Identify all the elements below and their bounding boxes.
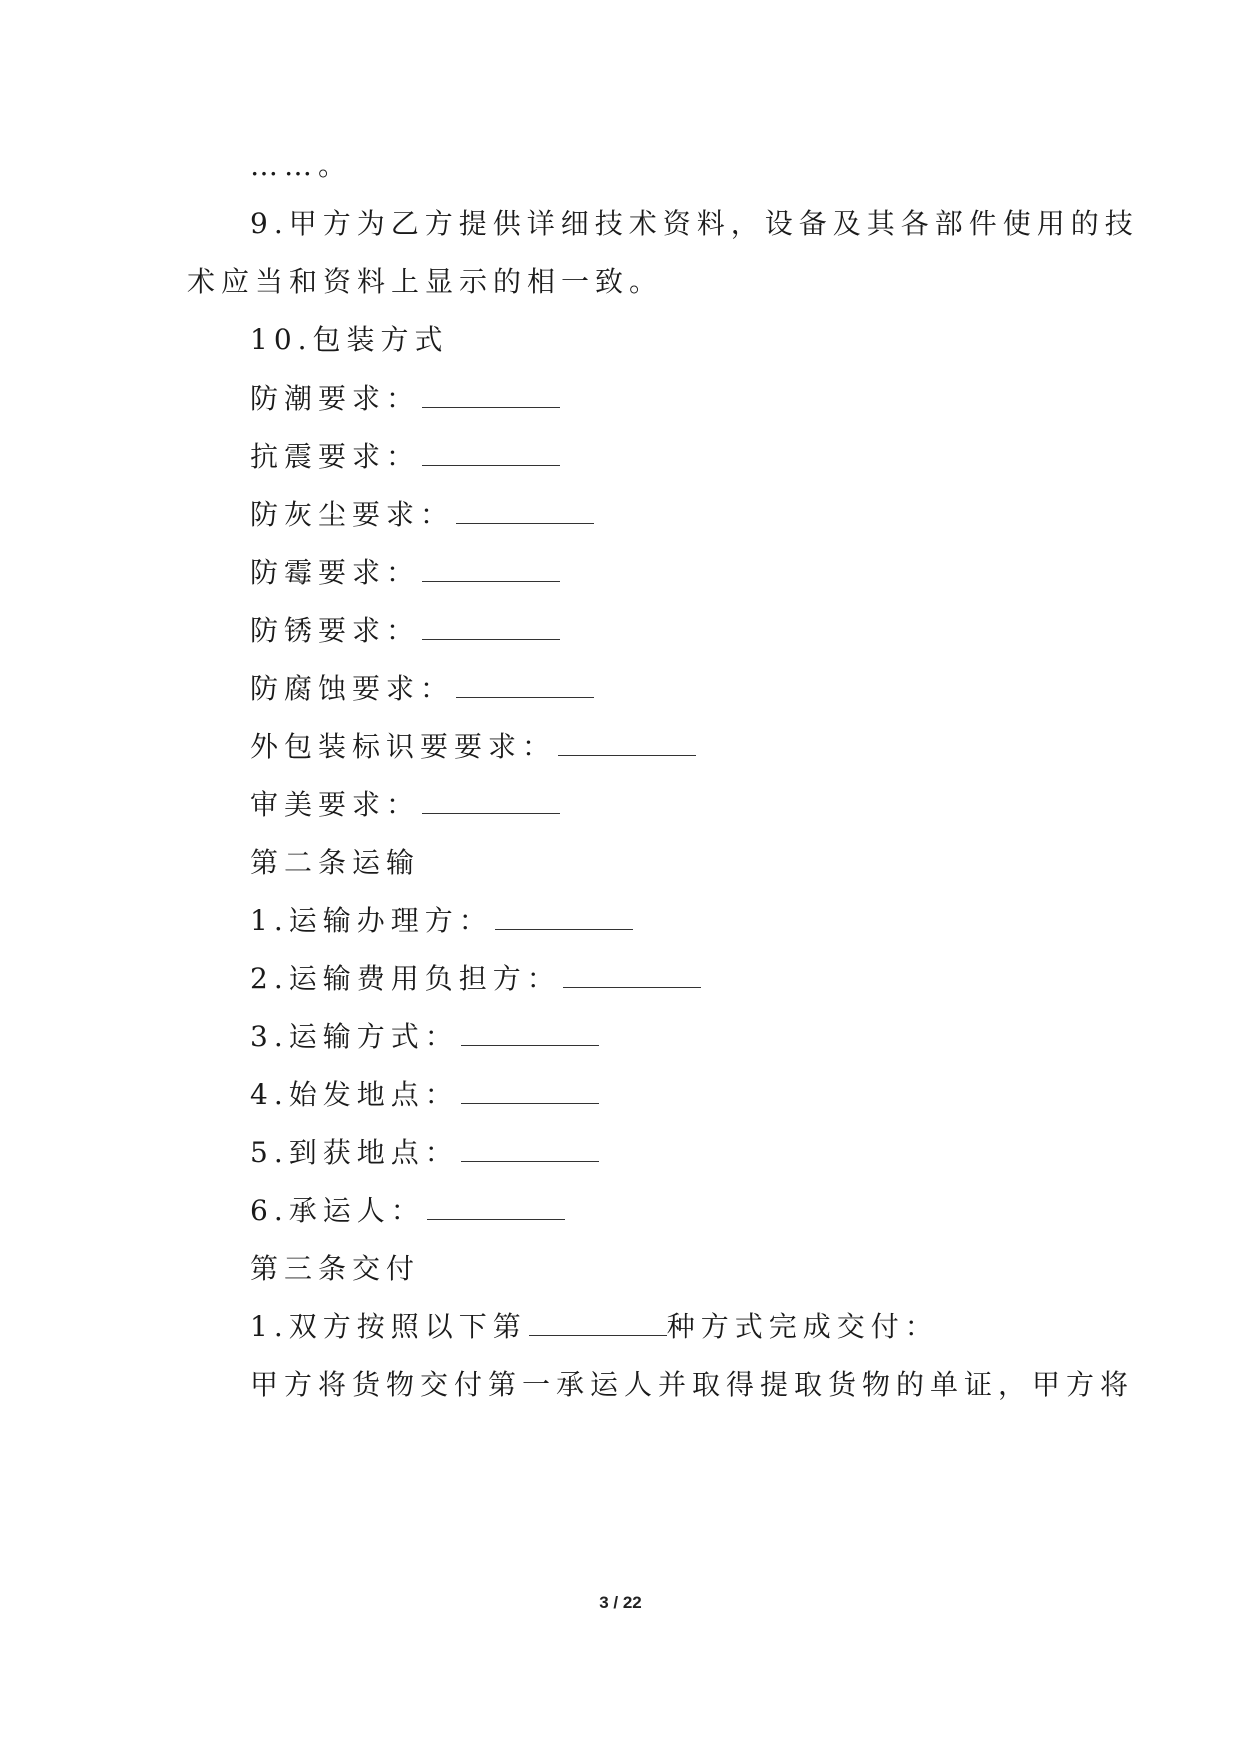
dust-requirement: 防灰尘要求： [250, 497, 594, 533]
fill-blank[interactable] [495, 905, 633, 930]
carrier: 6.承运人： [250, 1193, 565, 1229]
destination-location: 5.到获地点： [250, 1135, 599, 1171]
transport-cost-bearer: 2.运输费用负担方： [250, 961, 701, 997]
fill-blank[interactable] [563, 963, 701, 988]
shock-requirement: 抗震要求： [250, 439, 560, 475]
mold-requirement: 防霉要求： [250, 555, 560, 591]
page-number: 3 / 22 [599, 1593, 642, 1612]
fill-blank[interactable] [427, 1195, 565, 1220]
fill-blank[interactable] [422, 383, 560, 408]
fill-blank[interactable] [456, 673, 594, 698]
origin-location: 4.始发地点： [250, 1077, 599, 1113]
fill-blank[interactable] [422, 441, 560, 466]
rust-requirement: 防锈要求： [250, 613, 560, 649]
clause-9-line-1: 9.甲方为乙方提供详细技术资料，设备及其各部件使用的技 [250, 207, 1139, 240]
transport-handler: 1.运输办理方： [250, 903, 633, 939]
fill-blank[interactable] [461, 1079, 599, 1104]
packaging-heading: 10.包装方式 [250, 323, 449, 356]
aesthetic-requirement: 审美要求： [250, 787, 560, 823]
fill-blank[interactable] [422, 557, 560, 582]
fill-blank[interactable] [422, 615, 560, 640]
transport-method: 3.运输方式： [250, 1019, 599, 1055]
fill-blank[interactable] [456, 499, 594, 524]
fill-blank[interactable] [461, 1021, 599, 1046]
ellipsis-line: ……。 [250, 149, 353, 182]
fill-blank[interactable] [422, 789, 560, 814]
article-2-heading: 第二条运输 [250, 846, 421, 879]
corrosion-requirement: 防腐蚀要求： [250, 671, 594, 707]
moisture-requirement: 防潮要求： [250, 381, 560, 417]
clause-9-line-2: 术应当和资料上显示的相一致。 [187, 265, 664, 298]
delivery-paragraph: 甲方将货物交付第一承运人并取得提取货物的单证，甲方将 [250, 1368, 1135, 1401]
fill-blank[interactable] [529, 1311, 667, 1336]
delivery-method: 1.双方按照以下第 种方式完成交付： [250, 1310, 939, 1343]
fill-blank[interactable] [461, 1137, 599, 1162]
label-requirement: 外包装标识要要求： [250, 729, 696, 765]
article-3-heading: 第三条交付 [250, 1252, 421, 1285]
fill-blank[interactable] [558, 731, 696, 756]
